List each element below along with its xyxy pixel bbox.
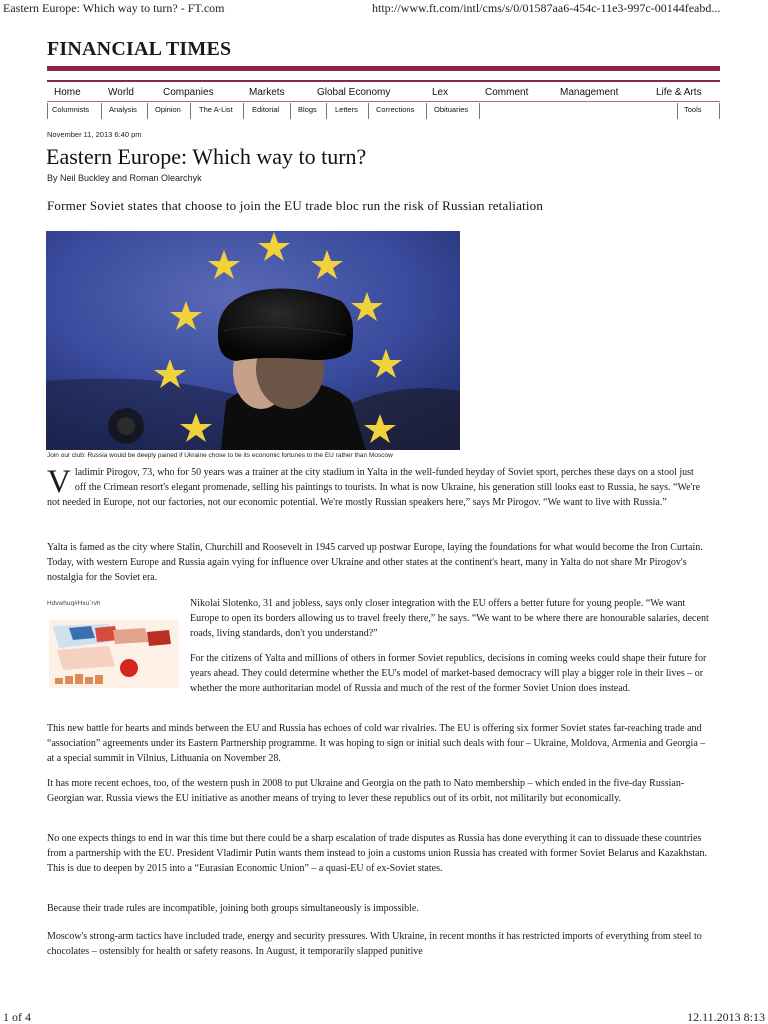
subnav-separator — [719, 103, 720, 119]
main-nav — [47, 87, 720, 101]
article-dateline: November 11, 2013 6:40 pm — [47, 130, 142, 139]
tools-link[interactable]: Tools — [684, 105, 702, 114]
subnav-separator — [326, 103, 327, 119]
subnav-separator — [147, 103, 148, 119]
subnav-item-obituaries[interactable]: Obituaries — [434, 105, 469, 114]
print-footer-page: 1 of 4 — [3, 1010, 31, 1024]
inset-graphic-box[interactable] — [47, 600, 181, 690]
drop-cap: V — [47, 464, 71, 500]
article-paragraph-4: For the citizens of Yalta and millions of others in former Soviet republics, decisions in coming weeks could shape their future for years ahead. They could determine whether the EU's model of market-based democracy will play a bigger role in their lives – or whether the more authoritarian model of Russia and much of the rest of the former Soviet Union does instead. — [190, 653, 707, 694]
masthead-logo[interactable]: FINANCIAL TIMES — [47, 38, 232, 60]
subnav-separator — [368, 103, 369, 119]
paragraph-text: ladimir Pirogov, 73, who for 50 years was a trainer at the city stadium in Yalta in the well-funded heyday of Soviet sport, perches these days on a stool just off the Crimean resort's elegant promenade, selling his paintings to tourists. In what is now Ukraine, his generation still looks east to Russia, he says. “We're not needed in Europe, not our factories, not our economic potential. We're mostly Russian speakers here,” says Mr Pirogov. “We want to live with Russia.” — [47, 467, 701, 508]
article-paragraph-5: This new battle for hearts and minds between the EU and Russia has echoes of cold war rivalries. The EU is offering six former Soviet states far-reaching trade and “association” agreements under its Eastern Partnership programme. It was hoping to sign or initial such deals with four – Ukraine, Moldova, Armenia and Georgia – at a special summit in Vilnius, Lithuania on November 28. — [47, 723, 706, 764]
photo-caption: Join our club: Russia would be deeply pained if Ukraine chose to tie its economic fortunes to the EU rather than Moscow — [47, 452, 393, 459]
subnav-item-blogs[interactable]: Blogs — [298, 105, 317, 114]
nav-item-life-arts[interactable]: Life & Arts — [656, 87, 702, 98]
subnav-item-columnists[interactable]: Columnists — [52, 105, 90, 114]
article-paragraph-6: It has more recent echoes, too, of the western push in 2008 to put Ukraine and Georgia on the path to Nato membership – which ended in the five-day Russian-Georgian war. Russia views the EU initiative as another means of trying to lever these republics out of its orbit, not militarily but economically. — [47, 778, 685, 804]
subnav-item-the-a-list[interactable]: The A-List — [199, 105, 233, 114]
eu-flag-man-photo — [46, 231, 460, 450]
nav-rule-bottom — [47, 101, 720, 102]
subnav-item-analysis[interactable]: Analysis — [109, 105, 137, 114]
article-paragraph-8: Because their trade rules are incompatible, joining both groups simultaneously is impossible. — [47, 903, 419, 914]
inset-label: Hdvwhuq#Hxu`rvh — [47, 600, 101, 607]
subnav-item-corrections[interactable]: Corrections — [376, 105, 415, 114]
subnav-separator — [101, 103, 102, 119]
article-byline: By Neil Buckley and Roman Olearchyk — [47, 173, 202, 183]
subnav-separator — [243, 103, 244, 119]
subnav-separator — [677, 103, 678, 119]
nav-item-comment[interactable]: Comment — [485, 87, 529, 98]
nav-item-companies[interactable]: Companies — [163, 87, 214, 98]
subnav-separator — [290, 103, 291, 119]
sub-nav — [47, 103, 720, 120]
subnav-item-opinion[interactable]: Opinion — [155, 105, 181, 114]
article-photo[interactable] — [46, 231, 460, 450]
article-headline: Eastern Europe: Which way to turn? — [46, 144, 367, 169]
nav-item-global-economy[interactable]: Global Economy — [317, 87, 391, 98]
article-standfirst: Former Soviet states that choose to join the EU trade bloc run the risk of Russian retaliation — [47, 198, 544, 213]
print-header-title: Eastern Europe: Which way to turn? - FT.com — [3, 1, 225, 15]
subnav-separator — [47, 103, 48, 119]
subnav-separator — [426, 103, 427, 119]
article-paragraph-7: No one expects things to end in war this time but there could be a sharp escalation of trade disputes as Russia has done everything it can to dissuade these countries from a partnership with the EU. President Vladimir Putin wants them instead to join a customs union Russia has created with former Soviet Belarus and Kazakhstan. This is due to deepen by 2015 into a “Eurasian Economic Union” – a quasi-EU of ex-Soviet states. — [47, 833, 707, 874]
subnav-separator — [479, 103, 480, 119]
nav-item-management[interactable]: Management — [560, 87, 619, 98]
article-paragraph-1 — [47, 465, 707, 510]
nav-item-world[interactable]: World — [108, 87, 134, 98]
masthead-rule — [47, 66, 720, 71]
map-thumbnail — [49, 620, 179, 688]
subnav-item-editorial[interactable]: Editorial — [252, 105, 280, 114]
nav-rule-top — [47, 80, 720, 82]
nav-item-lex[interactable]: Lex — [432, 87, 449, 98]
article-paragraph-9: Moscow's strong-arm tactics have included trade, energy and security pressures. With Ukraine, in recent months it has restricted imports of everything from steel to chocolates – ostensibly for health or safety reasons. In August, it temporarily slapped punitive — [47, 931, 702, 957]
nav-item-home[interactable]: Home — [54, 87, 81, 98]
print-header-url: http://www.ft.com/intl/cms/s/0/01587aa6-454c-11e3-997c-00144feabd... — [372, 1, 721, 15]
print-footer-datetime: 12.11.2013 8:13 — [687, 1010, 765, 1024]
nav-item-markets[interactable]: Markets — [249, 87, 285, 98]
article-paragraph-2: Yalta is famed as the city where Stalin, Churchill and Roosevelt in 1945 carved up postwar Europe, laying the foundations for what would become the Iron Curtain. Today, with western Europe and Russia again vying for influence over Ukraine and other states at the continent's heart, many in Yalta do not share Mr Pirogov's nostalgia for the Soviet era. — [47, 542, 703, 583]
subnav-item-letters[interactable]: Letters — [335, 105, 358, 114]
article-paragraph-3: Nikolai Slotenko, 31 and jobless, says only closer integration with the EU offers a better future for young people. “We want Europe to open its borders allowing us to travel freely there,” he says. “We want to be where there are honourable salaries, decent roads, living standards, don't you understand?” — [190, 598, 709, 639]
subnav-separator — [190, 103, 191, 119]
